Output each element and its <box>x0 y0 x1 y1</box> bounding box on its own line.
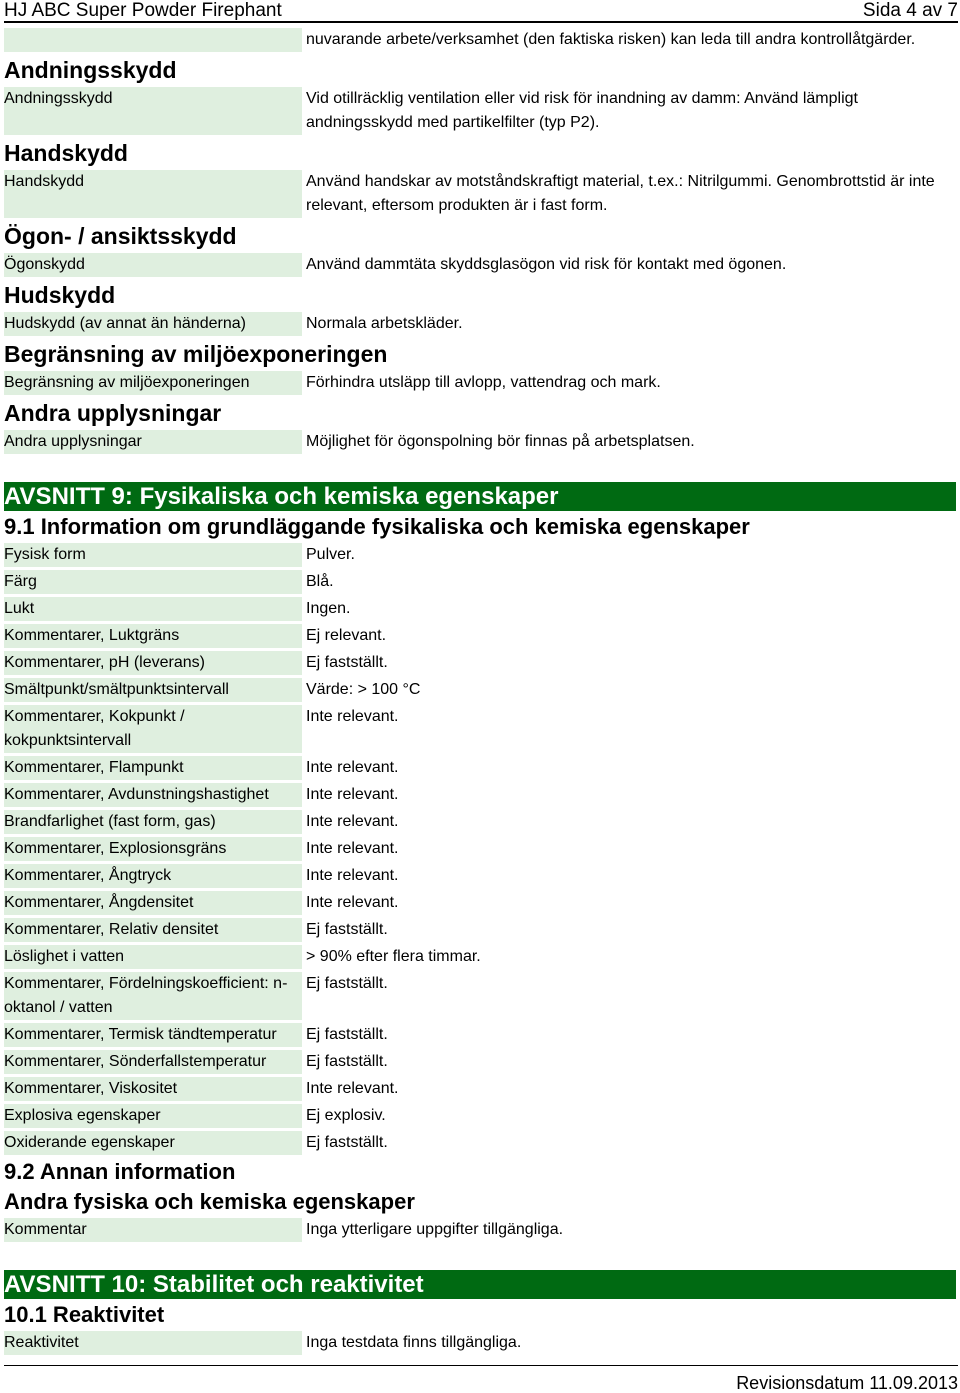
property-row <box>4 678 956 702</box>
document-content <box>4 28 956 1358</box>
property-label: Reaktivitet <box>4 1331 302 1355</box>
property-value: Använd handskar av motståndskraftigt material, t.ex.: Nitrilgummi. Genombrottstid är inte relevant, eftersom produkten är i fast form. <box>306 173 935 214</box>
property-label: Kommentarer, Relativ densitet <box>4 918 302 942</box>
product-title: HJ ABC Super Powder Firephant <box>4 0 282 21</box>
property-value: Ej fastställt. <box>306 1053 388 1070</box>
page-number: Sida 4 av 7 <box>862 0 958 21</box>
property-row <box>4 624 956 648</box>
property-label: Smältpunkt/smältpunktsintervall <box>4 678 302 702</box>
property-row <box>4 28 956 52</box>
property-row <box>4 651 956 675</box>
property-value: nuvarande arbete/verksamhet (den faktiska risken) kan leda till andra kontrollåtgärder. <box>306 31 916 48</box>
property-value: Inte relevant. <box>306 867 399 884</box>
property-row <box>4 810 956 834</box>
property-label: Kommentarer, Termisk tändtemperatur <box>4 1023 302 1047</box>
property-row <box>4 543 956 567</box>
property-label: Oxiderande egenskaper <box>4 1131 302 1155</box>
property-value: Ej fastställt. <box>306 1026 388 1043</box>
property-label: Löslighet i vatten <box>4 945 302 969</box>
property-row <box>4 1104 956 1128</box>
property-row <box>4 1331 956 1355</box>
property-label: Hudskydd (av annat än händerna) <box>4 312 302 336</box>
property-value: Vid otillräcklig ventilation eller vid risk för inandning av damm: Använd lämpligt andningsskydd med partikelfilter (typ P2). <box>306 90 858 131</box>
property-row <box>4 945 956 969</box>
property-label: Ögonskydd <box>4 253 302 277</box>
section-heading: AVSNITT 10: Stabilitet och reaktivitet <box>4 1270 956 1299</box>
property-value: Värde: > 100 °C <box>306 681 421 698</box>
property-row <box>4 253 956 277</box>
property-row <box>4 570 956 594</box>
property-value: Ej fastställt. <box>306 975 388 992</box>
property-value: Inga testdata finns tillgängliga. <box>306 1334 522 1351</box>
property-value: Ej relevant. <box>306 627 387 644</box>
subsection-heading: 9.2 Annan information <box>4 1159 236 1184</box>
subsection-heading: Handskydd <box>4 140 128 166</box>
property-row <box>4 371 956 395</box>
subsection-heading: Begränsning av miljöexponeringen <box>4 341 388 367</box>
revision-date: Revisionsdatum 11.09.2013 <box>736 1373 958 1393</box>
property-label: Brandfarlighet (fast form, gas) <box>4 810 302 834</box>
property-row <box>4 1218 956 1242</box>
property-value: Inte relevant. <box>306 894 399 911</box>
property-label: Kommentarer, Ångtryck <box>4 864 302 888</box>
property-label: Kommentarer, Explosionsgräns <box>4 837 302 861</box>
subsection-heading: Hudskydd <box>4 282 116 308</box>
property-row <box>4 1131 956 1155</box>
property-row <box>4 1023 956 1047</box>
property-label: Kommentarer, Flampunkt <box>4 756 302 780</box>
property-label: Handskydd <box>4 170 302 218</box>
property-value: Ej explosiv. <box>306 1107 386 1124</box>
property-label: Lukt <box>4 597 302 621</box>
subsection-heading: 9.1 Information om grundläggande fysikaliska och kemiska egenskaper <box>4 514 750 539</box>
property-value: Inte relevant. <box>306 759 399 776</box>
property-value: Inga ytterligare uppgifter tillgängliga. <box>306 1221 564 1238</box>
page-header <box>4 0 958 23</box>
property-row <box>4 430 956 454</box>
property-row <box>4 1077 956 1101</box>
property-row <box>4 972 956 1020</box>
page-footer <box>4 1365 958 1393</box>
property-label: Färg <box>4 570 302 594</box>
property-label: Begränsning av miljöexponeringen <box>4 371 302 395</box>
property-row <box>4 597 956 621</box>
subsection-heading: 10.1 Reaktivitet <box>4 1302 165 1327</box>
property-value: Blå. <box>306 573 334 590</box>
property-row <box>4 783 956 807</box>
subsection-heading: Andningsskydd <box>4 57 177 83</box>
property-label: Kommentarer, Avdunstningshastighet <box>4 783 302 807</box>
property-value: Normala arbetskläder. <box>306 315 463 332</box>
property-row <box>4 1050 956 1074</box>
property-value: Förhindra utsläpp till avlopp, vattendrag och mark. <box>306 374 661 391</box>
property-value: Inte relevant. <box>306 840 399 857</box>
property-row <box>4 756 956 780</box>
property-row <box>4 312 956 336</box>
property-value: Inte relevant. <box>306 786 399 803</box>
property-label: Explosiva egenskaper <box>4 1104 302 1128</box>
property-label: Kommentarer, pH (leverans) <box>4 651 302 675</box>
property-label: Kommentarer, Luktgräns <box>4 624 302 648</box>
property-row <box>4 837 956 861</box>
property-row <box>4 87 956 135</box>
subsection-heading: Ögon- / ansiktsskydd <box>4 223 237 249</box>
property-value: Inte relevant. <box>306 708 399 725</box>
property-value: Inte relevant. <box>306 1080 399 1097</box>
property-row <box>4 891 956 915</box>
property-row <box>4 864 956 888</box>
property-label: Fysisk form <box>4 543 302 567</box>
property-label <box>4 28 302 52</box>
property-row <box>4 705 956 753</box>
property-value: > 90% efter flera timmar. <box>306 948 481 965</box>
property-value: Ej fastställt. <box>306 1134 388 1151</box>
property-label: Andra upplysningar <box>4 430 302 454</box>
property-label: Kommentarer, Fördelningskoefficient: n-oktanol / vatten <box>4 972 302 1020</box>
section-heading: AVSNITT 9: Fysikaliska och kemiska egenskaper <box>4 482 956 511</box>
property-value: Inte relevant. <box>306 813 399 830</box>
property-value: Ingen. <box>306 600 351 617</box>
property-label: Kommentarer, Viskositet <box>4 1077 302 1101</box>
property-label: Kommentarer, Ångdensitet <box>4 891 302 915</box>
property-value: Pulver. <box>306 546 355 563</box>
property-row <box>4 170 956 218</box>
subsection-heading: Andra upplysningar <box>4 400 222 426</box>
property-row <box>4 918 956 942</box>
property-value: Möjlighet för ögonspolning bör finnas på arbetsplatsen. <box>306 433 695 450</box>
property-value: Ej fastställt. <box>306 921 388 938</box>
property-label: Kommentarer, Sönderfallstemperatur <box>4 1050 302 1074</box>
property-label: Kommentar <box>4 1218 302 1242</box>
subsection-heading: Andra fysiska och kemiska egenskaper <box>4 1189 415 1214</box>
property-value: Använd dammtäta skyddsglasögon vid risk för kontakt med ögonen. <box>306 256 787 273</box>
property-value: Ej fastställt. <box>306 654 388 671</box>
property-label: Kommentarer, Kokpunkt / kokpunktsintervall <box>4 705 302 753</box>
property-label: Andningsskydd <box>4 87 302 135</box>
